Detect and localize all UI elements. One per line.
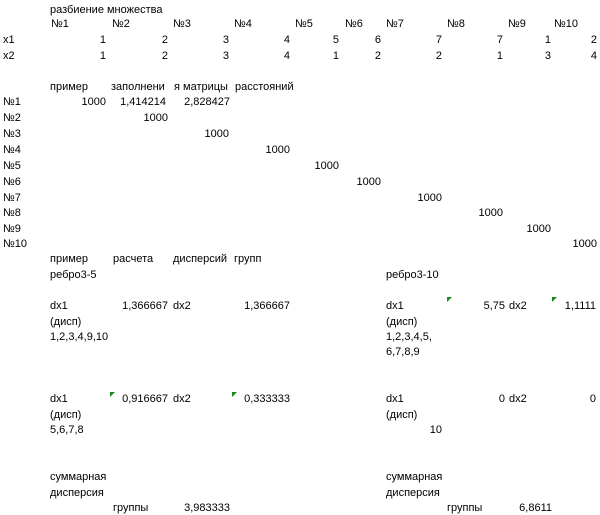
matrix-row-label-2: №2 [3,112,21,124]
matrix-row-label-4: №4 [3,144,21,156]
x1-cell-7: 7 [435,34,442,46]
x2-cell-9: 3 [544,50,551,62]
right-g1-members-b: 6,7,8,9 [386,346,420,358]
matrix-cell-1-1: 1000 [81,96,106,108]
x1-cell-6: 6 [374,34,381,46]
matrix-row-label-8: №8 [3,207,21,219]
row-label-x1: x1 [3,34,15,46]
matrix-cell-5-5: 1000 [314,160,339,172]
matrix-cell-9-9: 1000 [526,223,551,235]
disp-caption-3: дисперсий [173,253,228,265]
col-header-1: №1 [51,18,69,30]
left-g2-dx1-value: 0,916667 [122,393,168,405]
x2-cell-1: 1 [99,50,106,62]
right-g2-disp-label: (дисп) [386,409,418,421]
matrix-row-label-7: №7 [3,192,21,204]
matrix-caption-1: пример [50,81,89,93]
matrix-cell-1-2: 1,414214 [120,96,166,108]
col-header-5: №5 [295,18,313,30]
x2-cell-10: 4 [590,50,597,62]
matrix-cell-8-8: 1000 [478,207,503,219]
matrix-row-label-5: №5 [3,160,21,172]
matrix-caption-3: я матрицы [174,81,228,93]
col-header-3: №3 [173,18,191,30]
matrix-cell-2-2: 1000 [143,112,168,124]
matrix-cell-4-4: 1000 [265,144,290,156]
matrix-caption-2: заполнени [111,81,165,93]
left-g1-dx1-label: dx1 [50,300,68,312]
left-total-label-2: дисперсия [50,487,104,499]
disp-caption-4: групп [234,253,262,265]
right-total-label-1: суммарная [386,471,443,483]
matrix-row-label-10: №10 [3,238,28,250]
right-g2-dx2-label: dx2 [509,393,527,405]
right-g1-dx1-label: dx1 [386,300,404,312]
right-g1-dx2-label: dx2 [509,300,527,312]
x2-cell-8: 1 [496,50,503,62]
x1-cell-10: 2 [590,34,597,46]
matrix-cell-7-7: 1000 [417,192,442,204]
x2-cell-6: 2 [374,50,381,62]
matrix-cell-10-10: 1000 [572,238,597,250]
x1-cell-9: 1 [544,34,551,46]
right-g2-members: 10 [429,424,442,436]
x1-cell-2: 2 [161,34,168,46]
matrix-cell-3-3: 1000 [204,128,229,140]
x1-cell-8: 7 [496,34,503,46]
left-g2-dx2-label: dx2 [173,393,191,405]
left-g2-dx1-label: dx1 [50,393,68,405]
matrix-row-label-3: №3 [3,128,21,140]
x2-cell-2: 2 [161,50,168,62]
disp-caption-2: расчета [113,253,154,265]
left-g1-dx2-value: 1,366667 [244,300,290,312]
x2-cell-3: 3 [222,50,229,62]
col-header-2: №2 [112,18,130,30]
right-g2-dx1-value: 0 [498,393,505,405]
right-g1-members-a: 1,2,3,4,5, [386,331,432,343]
col-header-9: №9 [508,18,526,30]
col-header-6: №6 [345,18,363,30]
x1-cell-1: 1 [99,34,106,46]
right-g1-disp-label: (дисп) [386,316,418,328]
matrix-cell-6-6: 1000 [356,176,381,188]
left-total-label-1: суммарная [50,471,107,483]
left-g1-disp-label: (дисп) [50,316,82,328]
x1-cell-3: 3 [222,34,229,46]
left-g2-members: 5,6,7,8 [50,424,84,436]
matrix-row-label-6: №6 [3,176,21,188]
matrix-row-label-9: №9 [3,223,21,235]
x2-cell-7: 2 [435,50,442,62]
x1-cell-5: 5 [332,34,339,46]
col-header-4: №4 [234,18,252,30]
col-header-7: №7 [386,18,404,30]
left-g1-members: 1,2,3,4,9,10 [50,331,109,343]
x1-cell-4: 4 [283,34,290,46]
disp-caption-1: пример [50,253,89,265]
left-g2-disp-label: (дисп) [50,409,82,421]
col-header-8: №8 [447,18,465,30]
matrix-caption-4: расстояний [235,81,294,93]
left-total-label-3: группы [113,502,149,514]
left-g1-dx2-label: dx2 [173,300,191,312]
matrix-row-label-1: №1 [3,96,21,108]
right-g2-dx2-value: 0 [589,393,596,405]
right-g1-dx1-value: 5,75 [483,300,505,312]
right-edge-title: ребро3-10 [386,269,439,281]
row-label-x2: x2 [3,50,15,62]
right-total-label-3: группы [447,502,483,514]
left-g2-dx2-value: 0,333333 [244,393,290,405]
right-g2-dx1-label: dx1 [386,393,404,405]
x2-cell-4: 4 [283,50,290,62]
left-g1-dx1-value: 1,366667 [122,300,168,312]
left-edge-title: ребро3-5 [50,269,97,281]
right-g1-dx2-value: 1,1111 [564,300,596,312]
matrix-cell-1-3: 2,828427 [184,96,230,108]
x2-cell-5: 1 [332,50,339,62]
col-header-10: №10 [554,18,579,30]
sheet-title: разбиение множества [50,4,163,16]
right-total-label-2: дисперсия [386,487,440,499]
left-total-value: 3,983333 [184,502,230,514]
right-total-value: 6,8611 [519,502,552,514]
